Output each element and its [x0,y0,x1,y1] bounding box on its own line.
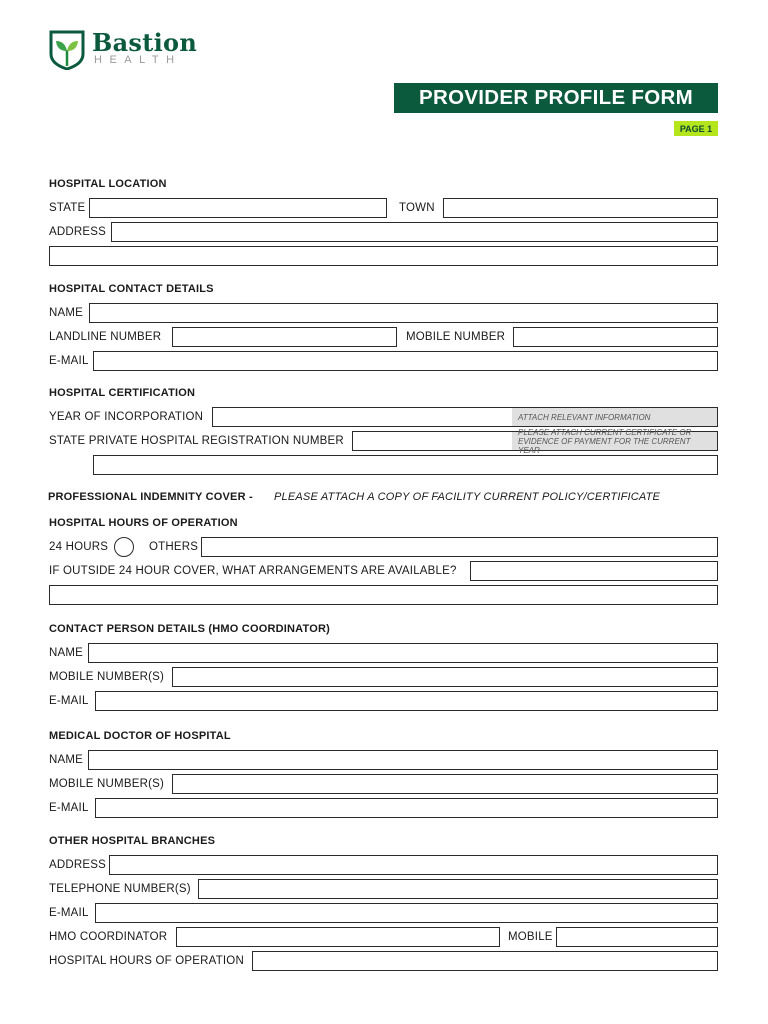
doctor-name-field[interactable] [88,750,718,770]
state-field[interactable] [89,198,387,218]
doctor-mobile-label: MOBILE NUMBER(S) [49,778,165,790]
town-label: TOWN [399,202,435,214]
name-label: NAME [49,307,84,319]
contact-person-name-field[interactable] [88,643,718,663]
contact-person-mobile-field[interactable] [172,667,718,687]
year-label: YEAR OF INCORPORATION [49,411,204,423]
section-heading-branches: OTHER HOSPITAL BRANCHES [49,835,216,847]
address-field[interactable] [111,222,718,242]
email-label: E-MAIL [49,355,89,367]
branch-email-label: E-MAIL [49,907,89,919]
section-heading-contact: HOSPITAL CONTACT DETAILS [49,283,214,295]
others-label: OTHERS [149,541,199,553]
branch-mobile-label: MOBILE [508,931,553,943]
indemnity-heading: PROFESSIONAL INDEMNITY COVER - [48,491,253,503]
hospital-name-field[interactable] [89,303,718,323]
outside-hours-field[interactable] [470,561,718,581]
doctor-mobile-field[interactable] [172,774,718,794]
24-hours-label: 24 HOURS [49,541,109,553]
contact-person-email-field[interactable] [95,691,718,711]
brand-subname: HEALTH [94,54,182,66]
branch-hmo-label: HMO COORDINATOR [49,931,168,943]
doctor-email-label: E-MAIL [49,802,89,814]
address-field-line2[interactable] [49,246,718,266]
town-field[interactable] [443,198,718,218]
section-heading-location: HOSPITAL LOCATION [49,178,167,190]
section-heading-doctor: MEDICAL DOCTOR OF HOSPITAL [49,730,231,742]
indemnity-note: PLEASE ATTACH A COPY OF FACILITY CURRENT POLICY/CERTIFICATE [274,491,661,503]
branch-mobile-field[interactable] [556,927,718,947]
outside-hours-label: IF OUTSIDE 24 HOUR COVER, WHAT ARRANGEMENTS ARE AVAILABLE? [49,565,457,577]
branch-telephone-field[interactable] [198,879,718,899]
others-field[interactable] [201,537,718,557]
section-heading-hours: HOSPITAL HOURS OF OPERATION [49,517,238,529]
branch-address-field[interactable] [109,855,718,875]
registration-attach-note: PLEASE ATTACH CURRENT CERTIFICATE OR EVIDENCE OF PAYMENT FOR THE CURRENT YEAR [512,432,717,450]
state-label: STATE [49,202,86,214]
mobile-field[interactable] [513,327,718,347]
contact-person-name-label: NAME [49,647,84,659]
branch-telephone-label: TELEPHONE NUMBER(S) [49,883,191,895]
doctor-email-field[interactable] [95,798,718,818]
year-attach-note: ATTACH RELEVANT INFORMATION [512,408,717,426]
registration-field-line2[interactable] [93,455,718,475]
sprout-shield-icon [48,30,86,70]
page-title: PROVIDER PROFILE FORM [394,83,718,113]
branch-hours-label: HOSPITAL HOURS OF OPERATION [49,955,244,967]
outside-hours-field-line2[interactable] [49,585,718,605]
brand-name: Bastion [92,28,198,57]
branch-email-field[interactable] [95,903,718,923]
address-label: ADDRESS [49,226,106,238]
page-badge: PAGE 1 [674,121,718,136]
contact-person-mobile-label: MOBILE NUMBER(S) [49,671,165,683]
doctor-name-label: NAME [49,754,84,766]
branch-address-label: ADDRESS [49,859,106,871]
section-heading-contact-person: CONTACT PERSON DETAILS (HMO COORDINATOR) [49,623,330,635]
landline-label: LANDLINE NUMBER [49,331,162,343]
brand-logo [48,30,198,72]
registration-label: STATE PRIVATE HOSPITAL REGISTRATION NUMBER [49,435,344,447]
branch-hmo-field[interactable] [176,927,500,947]
contact-person-email-label: E-MAIL [49,695,89,707]
mobile-label: MOBILE NUMBER [406,331,506,343]
landline-field[interactable] [172,327,397,347]
email-field[interactable] [93,351,718,371]
section-heading-certification: HOSPITAL CERTIFICATION [49,387,196,399]
branch-hours-field[interactable] [252,951,718,971]
24-hours-radio[interactable] [114,537,134,557]
